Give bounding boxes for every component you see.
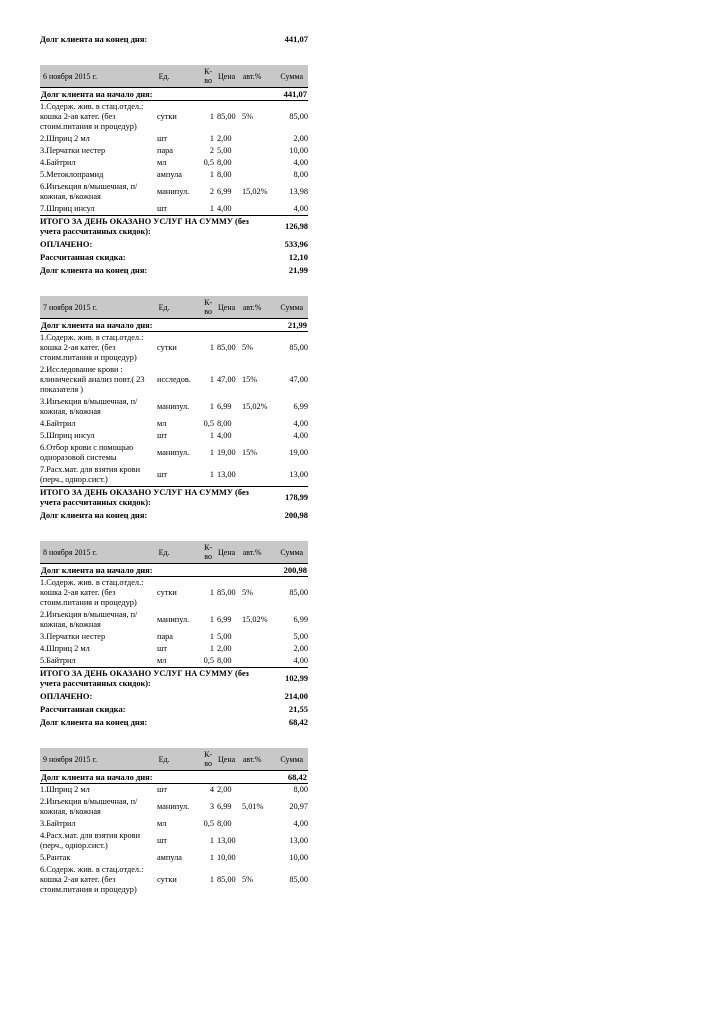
item-unit: манипул. bbox=[157, 402, 190, 411]
table-row bbox=[40, 332, 308, 364]
summary-value: 200,98 bbox=[284, 510, 308, 520]
day-block bbox=[40, 748, 308, 896]
start-debt-value: 200,98 bbox=[283, 565, 307, 575]
table-row bbox=[40, 631, 308, 643]
item-price: 19,00 bbox=[217, 448, 236, 457]
summary-value: 12,10 bbox=[288, 252, 308, 262]
item-qty: 1 bbox=[209, 615, 214, 624]
item-unit: шт bbox=[157, 204, 168, 213]
item-price: 2,00 bbox=[217, 644, 232, 653]
opening-debt-label: Долг клиента на конец дня: bbox=[40, 34, 148, 44]
item-name: 3.Перчатки нестер bbox=[40, 146, 106, 155]
item-sum: 4,00 bbox=[293, 158, 308, 167]
day-header-row bbox=[40, 65, 308, 87]
item-price: 2,00 bbox=[217, 785, 232, 794]
summary-label: Долг клиента на конец дня: bbox=[40, 265, 148, 275]
col-header-unit: Ед. bbox=[158, 547, 170, 557]
table-row bbox=[40, 852, 308, 864]
day-total-line bbox=[40, 667, 308, 690]
item-unit: ампула bbox=[157, 170, 182, 179]
table-row bbox=[40, 655, 308, 667]
item-sum: 4,00 bbox=[293, 656, 308, 665]
table-row bbox=[40, 157, 308, 169]
item-unit: манипул. bbox=[157, 187, 190, 196]
item-unit: манипул. bbox=[157, 615, 190, 624]
item-discount-pct: 5% bbox=[242, 588, 254, 597]
item-unit: шт bbox=[157, 431, 168, 440]
item-qty: 1 bbox=[209, 470, 214, 479]
item-price: 6,99 bbox=[217, 187, 232, 196]
item-unit: пара bbox=[157, 146, 173, 155]
item-price: 85,00 bbox=[217, 588, 236, 597]
item-qty: 1 bbox=[209, 875, 214, 884]
start-debt-label: Долг клиента на начало дня: bbox=[41, 565, 153, 575]
table-row bbox=[40, 818, 308, 830]
item-price: 8,00 bbox=[217, 819, 232, 828]
item-name: 2.Инъекция в/мышечная, п/кожная, в/кожная bbox=[40, 610, 138, 629]
item-sum: 6,99 bbox=[293, 615, 308, 624]
item-qty: 1 bbox=[209, 632, 214, 641]
item-price: 5,00 bbox=[217, 146, 232, 155]
summary-line bbox=[40, 509, 308, 522]
item-price: 8,00 bbox=[217, 656, 232, 665]
start-debt-line bbox=[40, 563, 308, 577]
summary-value: 21,99 bbox=[288, 265, 308, 275]
item-qty: 3 bbox=[209, 802, 214, 811]
item-price: 10,00 bbox=[217, 853, 236, 862]
item-qty: 2 bbox=[209, 146, 214, 155]
summary-line bbox=[40, 251, 308, 264]
day-header-row bbox=[40, 541, 308, 563]
item-unit: манипул. bbox=[157, 802, 190, 811]
summary-line bbox=[40, 703, 308, 716]
item-qty: 0,5 bbox=[203, 419, 214, 428]
start-debt-label: Долг клиента на начало дня: bbox=[41, 772, 153, 782]
days-container bbox=[40, 65, 308, 896]
item-sum: 47,00 bbox=[289, 375, 308, 384]
summary-line bbox=[40, 238, 308, 251]
item-sum: 4,00 bbox=[293, 431, 308, 440]
item-name: 1.Шприц 2 мл bbox=[40, 785, 90, 794]
day-date: 6 ноября 2015 г. bbox=[43, 71, 97, 81]
item-qty: 0,5 bbox=[203, 158, 214, 167]
item-unit: сутки bbox=[157, 588, 177, 597]
table-row bbox=[40, 796, 308, 818]
item-price: 13,00 bbox=[217, 836, 236, 845]
item-name: 1.Содерж. жив. в стац.отдел.: кошка 2-ая катег. (без стоим.питания и процедур) bbox=[40, 578, 144, 607]
item-unit: шт bbox=[157, 644, 168, 653]
col-header-pct: авт.% bbox=[242, 754, 262, 764]
item-price: 5,00 bbox=[217, 632, 232, 641]
day-date: 8 ноября 2015 г. bbox=[43, 547, 97, 557]
item-price: 8,00 bbox=[217, 419, 232, 428]
item-qty: 1 bbox=[209, 204, 214, 213]
item-name: 5.Метоклопрамид bbox=[40, 170, 104, 179]
summary-value: 68,42 bbox=[288, 717, 308, 727]
item-name: 5.Рантак bbox=[40, 853, 71, 862]
day-total-line bbox=[40, 215, 308, 238]
table-row bbox=[40, 145, 308, 157]
col-header-unit: Ед. bbox=[158, 71, 170, 81]
item-qty: 1 bbox=[209, 134, 214, 143]
day-block bbox=[40, 296, 308, 522]
item-sum: 13,00 bbox=[289, 836, 308, 845]
item-unit: шт bbox=[157, 134, 168, 143]
item-sum: 19,00 bbox=[289, 448, 308, 457]
item-unit: мл bbox=[157, 158, 167, 167]
item-sum: 8,00 bbox=[293, 785, 308, 794]
start-debt-line bbox=[40, 87, 308, 101]
item-name: 6.Инъекция в/мышечная, п/кожная, в/кожная bbox=[40, 182, 138, 201]
item-qty: 2 bbox=[209, 187, 214, 196]
item-unit: сутки bbox=[157, 875, 177, 884]
start-debt-value: 441,07 bbox=[283, 89, 307, 99]
item-unit: пара bbox=[157, 632, 173, 641]
summary-value: 533,96 bbox=[284, 239, 308, 249]
item-unit: шт bbox=[157, 836, 168, 845]
start-debt-value: 68,42 bbox=[287, 772, 307, 782]
item-name: 6.Содерж. жив. в стац.отдел.: кошка 2-ая катег. (без стоим.питания и процедур) bbox=[40, 865, 144, 894]
item-unit: шт bbox=[157, 470, 168, 479]
item-sum: 4,00 bbox=[293, 204, 308, 213]
item-name: 7.Шприц инсул bbox=[40, 204, 95, 213]
item-name: 6.Отбор крови с помощью одноразовой системы bbox=[40, 443, 134, 462]
item-sum: 8,00 bbox=[293, 170, 308, 179]
item-qty: 1 bbox=[209, 402, 214, 411]
item-qty: 1 bbox=[209, 853, 214, 862]
item-qty: 1 bbox=[209, 836, 214, 845]
item-qty: 1 bbox=[209, 431, 214, 440]
col-header-qty: К-во bbox=[204, 298, 213, 316]
table-row bbox=[40, 181, 308, 203]
item-name: 4.Шприц 2 мл bbox=[40, 644, 90, 653]
summary-line bbox=[40, 716, 308, 729]
summary-value: 214,00 bbox=[284, 691, 308, 701]
item-price: 6,99 bbox=[217, 615, 232, 624]
item-qty: 1 bbox=[209, 170, 214, 179]
item-discount-pct: 5% bbox=[242, 875, 254, 884]
table-row bbox=[40, 364, 308, 396]
item-unit: исследов. bbox=[157, 375, 191, 384]
day-total-label: ИТОГО ЗА ДЕНЬ ОКАЗАНО УСЛУГ НА СУММУ (без учета рассчитанных скидок): bbox=[40, 217, 249, 236]
item-name: 1.Содерж. жив. в стац.отдел.: кошка 2-ая катег. (без стоим.питания и процедур) bbox=[40, 102, 144, 131]
day-total-value: 126,98 bbox=[285, 222, 308, 231]
item-name: 3.Байтрил bbox=[40, 819, 76, 828]
item-sum: 2,00 bbox=[293, 644, 308, 653]
item-qty: 1 bbox=[209, 375, 214, 384]
col-header-qty: К-во bbox=[204, 750, 213, 768]
table-row bbox=[40, 396, 308, 418]
table-row bbox=[40, 784, 308, 796]
item-sum: 5,00 bbox=[293, 632, 308, 641]
item-discount-pct: 5,01% bbox=[242, 802, 264, 811]
item-qty: 0,5 bbox=[203, 819, 214, 828]
col-header-sum: Сумма bbox=[280, 547, 304, 557]
item-qty: 1 bbox=[209, 588, 214, 597]
col-header-qty: К-во bbox=[204, 543, 213, 561]
col-header-pct: авт.% bbox=[242, 71, 262, 81]
item-name: 1.Содерж. жив. в стац.отдел.: кошка 2-ая катег. (без стоим.питания и процедур) bbox=[40, 333, 144, 362]
item-unit: сутки bbox=[157, 112, 177, 121]
start-debt-value: 21,99 bbox=[287, 320, 307, 330]
item-price: 47,00 bbox=[217, 375, 236, 384]
item-qty: 1 bbox=[209, 448, 214, 457]
item-discount-pct: 15% bbox=[242, 375, 258, 384]
item-price: 13,00 bbox=[217, 470, 236, 479]
item-sum: 13,00 bbox=[289, 470, 308, 479]
item-unit: ампула bbox=[157, 853, 182, 862]
item-sum: 20,97 bbox=[289, 802, 308, 811]
item-sum: 6,99 bbox=[293, 402, 308, 411]
day-total-label: ИТОГО ЗА ДЕНЬ ОКАЗАНО УСЛУГ НА СУММУ (без учета рассчитанных скидок): bbox=[40, 488, 249, 507]
start-debt-line bbox=[40, 770, 308, 784]
day-total-label: ИТОГО ЗА ДЕНЬ ОКАЗАНО УСЛУГ НА СУММУ (без учета рассчитанных скидок): bbox=[40, 669, 249, 688]
item-name: 3.Инъекция в/мышечная, п/кожная, в/кожная bbox=[40, 397, 138, 416]
summary-label: ОПЛАЧЕНО: bbox=[40, 691, 93, 701]
summary-line bbox=[40, 690, 308, 703]
start-debt-label: Долг клиента на начало дня: bbox=[41, 320, 153, 330]
item-unit: мл bbox=[157, 419, 167, 428]
item-sum: 85,00 bbox=[289, 875, 308, 884]
summary-value: 21,55 bbox=[288, 704, 308, 714]
day-header-row bbox=[40, 296, 308, 318]
day-total-value: 102,99 bbox=[285, 674, 308, 683]
item-price: 2,00 bbox=[217, 134, 232, 143]
item-unit: шт bbox=[157, 785, 168, 794]
item-name: 2.Шприц 2 мл bbox=[40, 134, 90, 143]
summary-label: ОПЛАЧЕНО: bbox=[40, 239, 93, 249]
day-total-line bbox=[40, 486, 308, 509]
item-sum: 13,98 bbox=[289, 187, 308, 196]
table-row bbox=[40, 643, 308, 655]
item-discount-pct: 5% bbox=[242, 343, 254, 352]
col-header-pct: авт.% bbox=[242, 302, 262, 312]
table-row bbox=[40, 430, 308, 442]
item-unit: сутки bbox=[157, 343, 177, 352]
opening-debt-value: 441,07 bbox=[284, 34, 308, 44]
item-qty: 1 bbox=[209, 112, 214, 121]
item-price: 85,00 bbox=[217, 112, 236, 121]
table-row bbox=[40, 864, 308, 896]
col-header-price: Цена bbox=[218, 71, 236, 81]
item-name: 4.Расх.мат. для взятия крови (перч., однор.сист.) bbox=[40, 831, 141, 850]
invoice-document bbox=[40, 32, 308, 896]
item-discount-pct: 15,02% bbox=[242, 615, 268, 624]
item-price: 8,00 bbox=[217, 170, 232, 179]
day-header-row bbox=[40, 748, 308, 770]
table-row bbox=[40, 577, 308, 609]
col-header-sum: Сумма bbox=[280, 302, 304, 312]
item-price: 8,00 bbox=[217, 158, 232, 167]
table-row bbox=[40, 133, 308, 145]
summary-label: Долг клиента на конец дня: bbox=[40, 717, 148, 727]
item-unit: манипул. bbox=[157, 448, 190, 457]
item-qty: 4 bbox=[209, 785, 214, 794]
day-block bbox=[40, 65, 308, 277]
item-name: 4.Байтрил bbox=[40, 158, 76, 167]
day-block bbox=[40, 541, 308, 729]
item-sum: 85,00 bbox=[289, 588, 308, 597]
item-sum: 85,00 bbox=[289, 112, 308, 121]
item-sum: 10,00 bbox=[289, 853, 308, 862]
col-header-sum: Сумма bbox=[280, 71, 304, 81]
item-price: 6,99 bbox=[217, 802, 232, 811]
item-price: 85,00 bbox=[217, 875, 236, 884]
item-price: 85,00 bbox=[217, 343, 236, 352]
item-name: 4.Байтрил bbox=[40, 419, 76, 428]
col-header-price: Цена bbox=[218, 302, 236, 312]
col-header-price: Цена bbox=[218, 547, 236, 557]
day-total-value: 178,99 bbox=[285, 493, 308, 502]
item-sum: 2,00 bbox=[293, 134, 308, 143]
item-discount-pct: 5% bbox=[242, 112, 254, 121]
item-name: 3.Перчатки нестер bbox=[40, 632, 106, 641]
summary-label: Рассчитанная скидка: bbox=[40, 252, 126, 262]
start-debt-label: Долг клиента на начало дня: bbox=[41, 89, 153, 99]
table-row bbox=[40, 830, 308, 852]
table-row bbox=[40, 442, 308, 464]
item-name: 5.Шприц инсул bbox=[40, 431, 95, 440]
col-header-sum: Сумма bbox=[280, 754, 304, 764]
item-name: 2.Инъекция в/мышечная, п/кожная, в/кожная bbox=[40, 797, 138, 816]
item-qty: 1 bbox=[209, 343, 214, 352]
item-sum: 10,00 bbox=[289, 146, 308, 155]
col-header-qty: К-во bbox=[204, 67, 213, 85]
col-header-unit: Ед. bbox=[158, 302, 170, 312]
item-price: 4,00 bbox=[217, 431, 232, 440]
start-debt-line bbox=[40, 318, 308, 332]
item-sum: 85,00 bbox=[289, 343, 308, 352]
table-row bbox=[40, 464, 308, 486]
col-header-price: Цена bbox=[218, 754, 236, 764]
item-name: 5.Байтрил bbox=[40, 656, 76, 665]
summary-label: Рассчитанная скидка: bbox=[40, 704, 126, 714]
item-price: 6,99 bbox=[217, 402, 232, 411]
item-unit: мл bbox=[157, 656, 167, 665]
item-unit: мл bbox=[157, 819, 167, 828]
day-date: 9 ноября 2015 г. bbox=[43, 754, 97, 764]
item-name: 2.Исследование крови : клинический анализ повт.( 23 показателя ) bbox=[40, 365, 145, 394]
summary-line bbox=[40, 264, 308, 277]
table-row bbox=[40, 101, 308, 133]
item-discount-pct: 15,02% bbox=[242, 187, 268, 196]
col-header-unit: Ед. bbox=[158, 754, 170, 764]
summary-label: Долг клиента на конец дня: bbox=[40, 510, 148, 520]
item-price: 4,00 bbox=[217, 204, 232, 213]
table-row bbox=[40, 609, 308, 631]
item-discount-pct: 15% bbox=[242, 448, 258, 457]
day-date: 7 ноября 2015 г. bbox=[43, 302, 97, 312]
table-row bbox=[40, 203, 308, 215]
item-qty: 0,5 bbox=[203, 656, 214, 665]
item-sum: 4,00 bbox=[293, 419, 308, 428]
item-discount-pct: 15,02% bbox=[242, 402, 268, 411]
col-header-pct: авт.% bbox=[242, 547, 262, 557]
table-row bbox=[40, 169, 308, 181]
opening-debt-line bbox=[40, 32, 308, 46]
item-qty: 1 bbox=[209, 644, 214, 653]
table-row bbox=[40, 418, 308, 430]
item-sum: 4,00 bbox=[293, 819, 308, 828]
item-name: 7.Расх.мат. для взятия крови (перч., однор.сист.) bbox=[40, 465, 141, 484]
